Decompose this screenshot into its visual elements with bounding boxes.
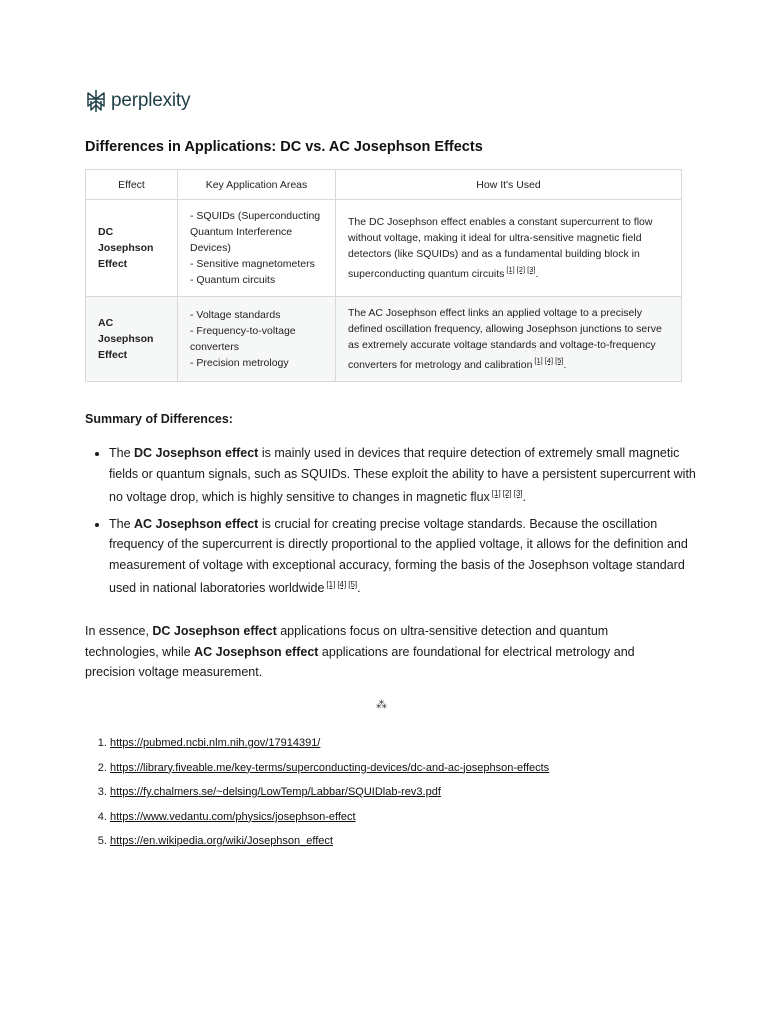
effect-cell: AC Josephson Effect (86, 297, 178, 382)
reference-item (110, 762, 549, 787)
conclusion-bold: DC Josephson effect (152, 624, 277, 638)
areas-cell (178, 297, 336, 382)
item-text: is mainly used in devices that require detection of extremely small magnetic fields or quantum signals, such as SQUIDs. These exploit the ability to have a persistent supercurrent with no voltage drop, which is highly sensitive to changes in magnetic flux (109, 446, 696, 504)
reference-link[interactable]: https://www.vedantu.com/physics/josephson-effect (110, 810, 356, 823)
list-item: • The DC Josephson effect is mainly used in devices that require detection of extremely small magnetic fields or quantum signals, such as SQUIDs. These exploit the ability to have a persistent supercurrent with no voltage drop, which is highly sensitive to changes in magnetic flux [1] [2] [3]. (109, 443, 709, 508)
usage-cell: The AC Josephson effect links an applied voltage to a precisely defined oscillation frequency, allowing Josephson junctions to serve as extremely accurate voltage standards and voltage-to-frequency converters for metrology and calibration [1] [4] [5]. (336, 297, 682, 382)
reference-link[interactable]: https://fy.chalmers.se/~delsing/LowTemp/Labbar/SQUIDlab-rev3.pdf (110, 786, 441, 798)
usage-text: The DC Josephson effect enables a constant supercurrent to flow without voltage, making it ideal for ultra-sensitive magnetic field detectors (like SQUIDs) and as a fundamental building block in superconducting quantum circuits (348, 216, 653, 280)
summary-list (85, 443, 709, 605)
citation-link[interactable]: [4] (544, 356, 554, 365)
brand-name: perplexity (111, 90, 191, 111)
citation-link[interactable]: [1] (326, 580, 336, 589)
summary-heading: Summary of Differences: (85, 412, 233, 426)
page-title: Differences in Applications: DC vs. AC Josephson Effects (85, 139, 483, 155)
references-list (85, 737, 549, 860)
reference-item (110, 811, 549, 836)
brand-logo (85, 89, 190, 113)
conclusion-text: In essence, (85, 624, 153, 638)
section-divider: ⁂ (376, 699, 387, 711)
item-bold: AC Josephson effect (134, 516, 259, 531)
reference-item (110, 835, 549, 860)
citation-link[interactable]: [2] (516, 265, 526, 274)
citation-link[interactable]: [4] (337, 580, 347, 589)
usage-text: The AC Josephson effect links an applied voltage to a precisely defined oscillation frequency, allowing Josephson junctions to serve as extremely accurate voltage standards and voltage-to-frequency converters for metrology and calibration (348, 307, 662, 371)
reference-link[interactable]: https://library.fiveable.me/key-terms/superconducting-devices/dc-and-ac-josephson-effects (110, 761, 550, 774)
citation-link[interactable]: [5] (555, 356, 564, 365)
reference-link[interactable]: https://pubmed.ncbi.nlm.nih.gov/17914391/ (110, 737, 321, 749)
citation-link[interactable]: [3] (527, 265, 536, 274)
reference-item (110, 737, 549, 762)
reference-link[interactable]: https://en.wikipedia.org/wiki/Josephson_effect (110, 835, 333, 847)
table-row (86, 297, 682, 382)
item-prefix: The (109, 446, 135, 460)
applications-table (85, 169, 682, 382)
column-header: How It's Used (336, 170, 682, 200)
conclusion-paragraph (85, 621, 685, 683)
column-header: Effect (86, 170, 178, 200)
table-row (86, 200, 682, 297)
citation-link[interactable]: [1] (491, 489, 501, 498)
column-header: Key Application Areas (178, 170, 336, 200)
citation-link[interactable]: [1] (506, 265, 515, 274)
list-item: • The AC Josephson effect is crucial for creating precise voltage standards. Because the oscillation frequency of the supercurrent is directly proportional to the applied voltage, it allows for the definition and measurement of voltage with exceptional accuracy, forming the basis of the Josephson voltage standard used in national laboratories worldwide [1] [4] [5]. (109, 514, 709, 599)
areas-cell (178, 200, 336, 297)
citation-link[interactable]: [3] (513, 489, 523, 498)
areas-text: - Voltage standards - Frequency-to-voltage converters - Precision metrology (190, 309, 296, 369)
item-prefix: The (109, 516, 135, 531)
areas-text: - SQUIDs (Superconducting Quantum Interference Devices) - Sensitive magnetometers - Quantum circuits (190, 210, 321, 286)
reference-item (110, 786, 549, 811)
item-text: is crucial for creating precise voltage standards. Because the oscillation frequency of the supercurrent is directly proportional to the applied voltage, it allows for the definition and measurement of voltage with exceptional accuracy, forming the basis of the Josephson voltage standard used in national laboratories worldwide (109, 516, 688, 595)
citation-link[interactable]: [5] (348, 580, 358, 589)
citation-link[interactable]: [2] (502, 489, 512, 498)
usage-cell: The DC Josephson effect enables a constant supercurrent to flow without voltage, making it ideal for ultra-sensitive magnetic field detectors (like SQUIDs) and as a fundamental building block in superconducting quantum circuits [1] [2] [3]. (336, 200, 682, 297)
item-bold: DC Josephson effect (134, 446, 259, 460)
conclusion-text: applications focus on ultra-sensitive detection and quantum technologies, while (85, 624, 609, 659)
citation-link[interactable]: [1] (534, 356, 543, 365)
conclusion-bold: AC Josephson effect (194, 644, 319, 659)
conclusion-text: applications are foundational for electrical metrology and precision voltage measurement. (85, 644, 635, 679)
table-header-row (86, 170, 682, 200)
effect-cell: DC Josephson Effect (86, 200, 178, 297)
perplexity-logo-icon (85, 89, 107, 113)
